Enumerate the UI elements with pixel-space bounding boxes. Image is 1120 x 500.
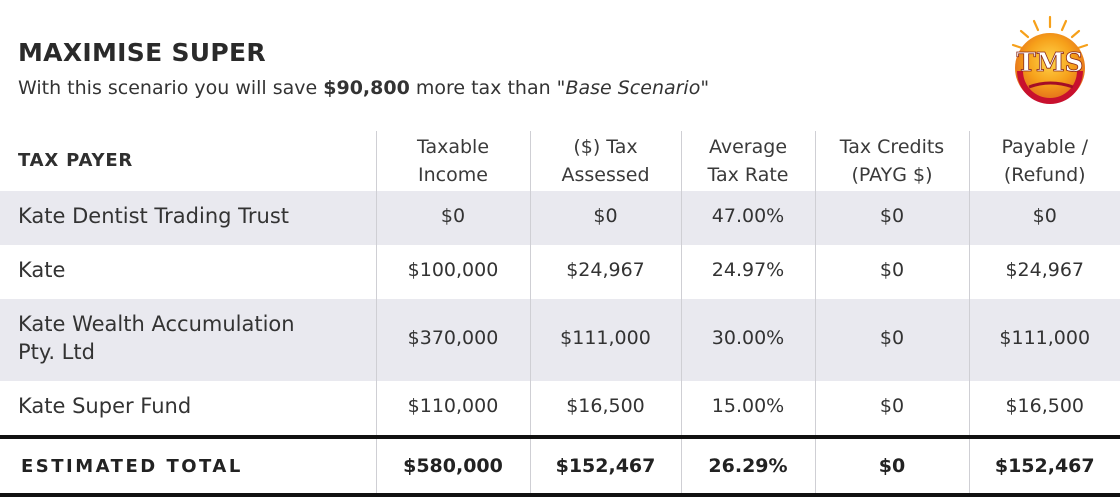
col-header-tax-assessed: ($) Tax Assessed	[530, 131, 681, 191]
total-taxable-income: $580,000	[376, 437, 530, 495]
taxable-income-cell: $0	[376, 191, 530, 245]
average-tax-rate-cell: 30.00%	[681, 299, 815, 381]
tax-assessed-cell: $0	[530, 191, 681, 245]
sunburst-logo-icon	[1007, 13, 1093, 105]
tax-credits-cell: $0	[815, 191, 969, 245]
total-tax-assessed: $152,467	[530, 437, 681, 495]
payable-cell: $111,000	[969, 299, 1120, 381]
average-tax-rate-cell: 24.97%	[681, 245, 815, 299]
scenario-summary	[18, 77, 709, 99]
table-header-row	[0, 131, 1120, 191]
summary-amount: $90,800	[323, 77, 410, 99]
table-row	[0, 381, 1120, 437]
tms-logo	[1007, 13, 1093, 105]
logo-text: TMS	[1016, 48, 1084, 78]
page-title: MAXIMISE SUPER	[18, 38, 266, 67]
table-row	[0, 191, 1120, 245]
taxpayer-name: Kate Super Fund	[18, 394, 192, 418]
average-tax-rate-cell: 47.00%	[681, 191, 815, 245]
summary-middle: more tax than "	[409, 77, 566, 99]
total-payable: $152,467	[969, 437, 1120, 495]
tax-assessed-cell: $24,967	[530, 245, 681, 299]
tax-summary-table	[0, 131, 1120, 497]
col-header-average-tax-rate: Average Tax Rate	[681, 131, 815, 191]
taxable-income-cell: $370,000	[376, 299, 530, 381]
col-header-tax-credits: Tax Credits (PAYG $)	[815, 131, 969, 191]
payable-cell: $16,500	[969, 381, 1120, 437]
tax-credits-cell: $0	[815, 299, 969, 381]
total-average-tax-rate: 26.29%	[681, 437, 815, 495]
total-label: ESTIMATED TOTAL	[0, 437, 376, 495]
table-row	[0, 299, 1120, 381]
tax-credits-cell: $0	[815, 245, 969, 299]
col-header-tax-payer: TAX PAYER	[18, 150, 134, 171]
payable-cell: $0	[969, 191, 1120, 245]
total-tax-credits: $0	[815, 437, 969, 495]
payable-cell: $24,967	[969, 245, 1120, 299]
summary-suffix: "	[700, 77, 710, 99]
col-header-taxable-income: Taxable Income	[376, 131, 530, 191]
total-row	[0, 437, 1120, 495]
col-header-payable-refund: Payable / (Refund)	[969, 131, 1120, 191]
tax-assessed-cell: $16,500	[530, 381, 681, 437]
table-row	[0, 245, 1120, 299]
summary-scenario-name: Base Scenario	[565, 77, 701, 99]
taxpayer-name: Kate Dentist Trading Trust	[0, 191, 376, 245]
taxable-income-cell: $110,000	[376, 381, 530, 437]
taxpayer-name: Kate Wealth Accumulation Pty. Ltd	[0, 299, 376, 381]
summary-prefix: With this scenario you will save	[18, 77, 324, 99]
tax-assessed-cell: $111,000	[530, 299, 681, 381]
average-tax-rate-cell: 15.00%	[681, 381, 815, 437]
tax-credits-cell: $0	[815, 381, 969, 437]
taxpayer-name: Kate	[18, 258, 66, 282]
taxable-income-cell: $100,000	[376, 245, 530, 299]
